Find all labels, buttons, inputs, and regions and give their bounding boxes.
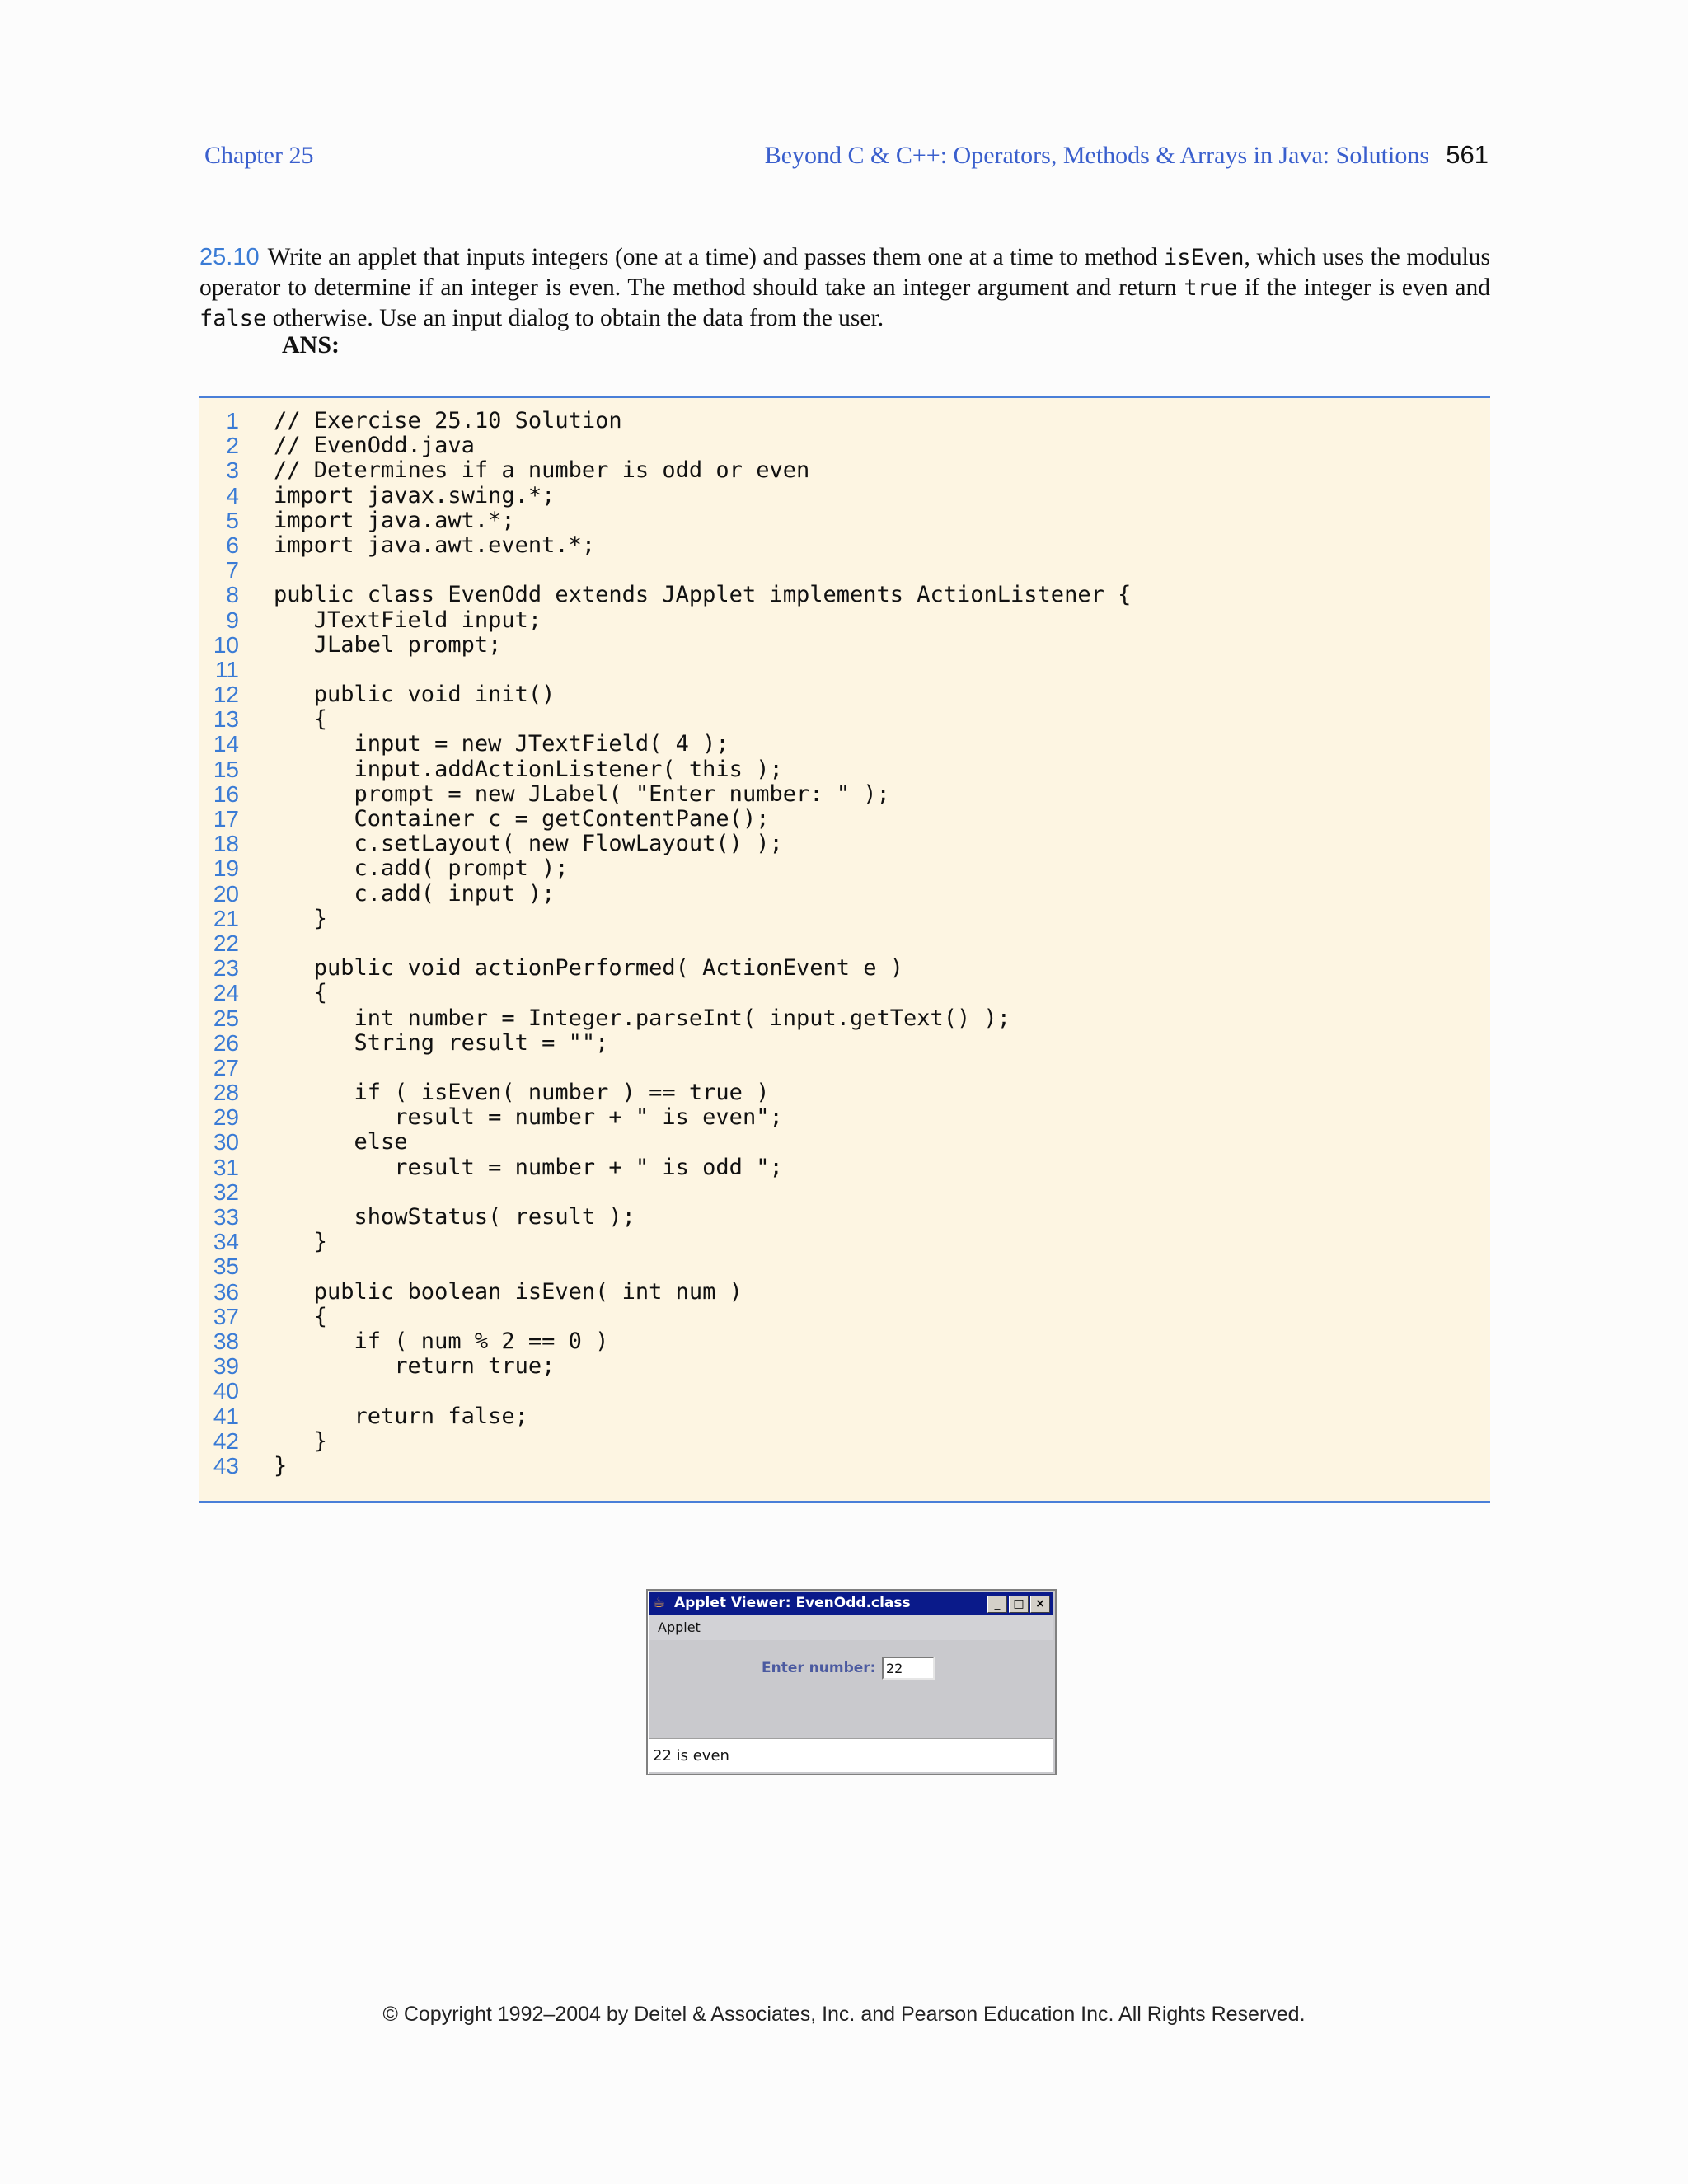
line-number: 36	[213, 1278, 239, 1305]
window-titlebar[interactable]	[649, 1592, 1053, 1615]
code-line: String result = "";	[274, 1029, 609, 1056]
menu-bar	[649, 1615, 1053, 1640]
line-number: 42	[213, 1427, 239, 1454]
line-number: 43	[213, 1452, 239, 1479]
inline-code-false: false	[199, 306, 267, 331]
code-line	[274, 1056, 1131, 1080]
chapter-label: Chapter 25	[204, 142, 314, 169]
line-number: 30	[213, 1129, 239, 1155]
line-number: 24	[213, 980, 239, 1006]
close-button[interactable]: ×	[1030, 1596, 1050, 1613]
line-number: 10	[213, 631, 239, 658]
code-line: }	[274, 1229, 328, 1255]
minimize-button[interactable]: _	[987, 1596, 1007, 1613]
status-bar	[649, 1738, 1053, 1772]
line-number: 27	[213, 1054, 239, 1080]
line-number: 8	[226, 582, 239, 608]
number-input[interactable]	[882, 1657, 935, 1680]
code-line: // Determines if a number is odd or even	[274, 457, 810, 484]
line-number: 38	[213, 1328, 239, 1354]
question-text-4: otherwise. Use an input dialog to obtain the data from the user.	[266, 305, 884, 331]
code-line: result = number + " is even";	[274, 1104, 783, 1131]
code-line: input.addActionListener( this );	[274, 756, 783, 782]
code-line: JLabel prompt;	[274, 631, 502, 658]
line-number: 37	[213, 1303, 239, 1329]
line-number: 19	[213, 855, 239, 882]
code-line: JTextField input;	[274, 607, 542, 633]
line-number: 15	[213, 756, 239, 782]
code-line: c.add( input );	[274, 880, 556, 907]
inline-code-true: true	[1184, 275, 1238, 301]
inline-code-iseven: isEven	[1164, 245, 1245, 270]
line-number: 29	[213, 1104, 239, 1131]
applet-content	[649, 1640, 1053, 1732]
menu-applet[interactable]: Applet	[658, 1619, 701, 1635]
code-line	[274, 1180, 1131, 1205]
code-line: if ( num % 2 == 0 )	[274, 1328, 609, 1354]
line-number: 2	[226, 433, 239, 459]
code-line: showStatus( result );	[274, 1204, 635, 1230]
code-line: int number = Integer.parseInt( input.getText() );	[274, 1005, 1011, 1031]
code-line: else	[274, 1129, 408, 1155]
code-line: Container c = getContentPane();	[274, 806, 770, 832]
line-number: 9	[226, 607, 239, 633]
line-number: 33	[213, 1204, 239, 1230]
line-number: 16	[213, 780, 239, 807]
code-line: if ( isEven( number ) == true )	[274, 1080, 770, 1106]
page-header	[204, 142, 1489, 175]
code-line: {	[274, 1303, 328, 1329]
code-line: public void init()	[274, 682, 556, 708]
maximize-button[interactable]: □	[1009, 1596, 1029, 1613]
line-numbers	[199, 409, 239, 1479]
code-line	[274, 1379, 1131, 1404]
line-number: 13	[213, 706, 239, 733]
code-line: result = number + " is odd ";	[274, 1154, 783, 1180]
line-number: 35	[213, 1254, 239, 1280]
code-lines	[274, 409, 1131, 1479]
code-line: c.add( prompt );	[274, 855, 569, 882]
line-number: 3	[226, 457, 239, 484]
code-line: public boolean isEven( int num )	[274, 1278, 743, 1305]
code-line: import javax.swing.*;	[274, 482, 556, 509]
line-number: 7	[226, 557, 239, 583]
answer-label: ANS:	[282, 331, 340, 359]
code-line: import java.awt.event.*;	[274, 532, 596, 558]
code-listing	[199, 396, 1490, 1503]
exercise-question	[199, 242, 1490, 334]
prompt-label: Enter number:	[762, 1660, 876, 1676]
line-number: 14	[213, 731, 239, 757]
line-number: 18	[213, 831, 239, 857]
code-line: import java.awt.*;	[274, 507, 515, 533]
line-number: 22	[213, 930, 239, 956]
code-line: }	[274, 1427, 328, 1454]
code-line: }	[274, 905, 328, 931]
question-text-1: Write an applet that inputs integers (one at a time) and passes them one at a time to method	[267, 244, 1164, 270]
line-number: 20	[213, 880, 239, 907]
line-number: 23	[213, 955, 239, 982]
line-number: 31	[213, 1154, 239, 1180]
line-number: 40	[213, 1378, 239, 1404]
question-text-3: if the integer is even and	[1237, 274, 1490, 301]
line-number: 26	[213, 1029, 239, 1056]
line-number: 5	[226, 507, 239, 533]
exercise-number: 25.10	[199, 244, 260, 270]
java-cup-icon: ☕	[653, 1595, 666, 1611]
line-number: 12	[213, 682, 239, 708]
code-line: {	[274, 980, 328, 1006]
status-text: 22 is even	[653, 1747, 729, 1765]
code-line	[274, 931, 1131, 956]
line-number: 1	[226, 408, 239, 434]
line-number: 17	[213, 806, 239, 832]
code-line: c.setLayout( new FlowLayout() );	[274, 831, 783, 857]
code-line: return false;	[274, 1403, 528, 1429]
code-line	[274, 558, 1131, 583]
code-line: // Exercise 25.10 Solution	[274, 408, 622, 434]
code-line: // EvenOdd.java	[274, 433, 475, 459]
applet-viewer-window	[646, 1589, 1057, 1775]
line-number: 11	[214, 656, 239, 682]
line-number: 32	[213, 1179, 239, 1205]
line-number: 39	[213, 1353, 239, 1380]
code-line	[274, 658, 1131, 682]
code-line: public class EvenOdd extends JApplet implements ActionListener {	[274, 582, 1132, 608]
page-number: 561	[1446, 140, 1489, 169]
running-title: Beyond C & C++: Operators, Methods & Arrays in Java: Solutions	[764, 142, 1429, 169]
code-line: {	[274, 706, 328, 733]
code-line: prompt = new JLabel( "Enter number: " );	[274, 780, 890, 807]
line-number: 34	[213, 1229, 239, 1255]
code-line: return true;	[274, 1353, 556, 1380]
line-number: 6	[226, 532, 239, 558]
code-line: public void actionPerformed( ActionEvent e )	[274, 955, 904, 982]
line-number: 25	[213, 1005, 239, 1031]
question-text-2: , which uses the modulus operator to determine if an integer is even. The method should take an integer argument and return	[199, 244, 1490, 301]
code-line	[274, 1254, 1131, 1279]
copyright-footer: © Copyright 1992–2004 by Deitel & Associates, Inc. and Pearson Education Inc. All Rights Reserved.	[382, 2003, 1306, 2026]
line-number: 4	[226, 482, 239, 509]
code-line: }	[274, 1452, 288, 1479]
window-title: Applet Viewer: EvenOdd.class	[674, 1595, 911, 1611]
code-line: input = new JTextField( 4 );	[274, 731, 729, 757]
line-number: 41	[213, 1403, 239, 1429]
line-number: 21	[213, 905, 239, 931]
line-number: 28	[213, 1080, 239, 1106]
